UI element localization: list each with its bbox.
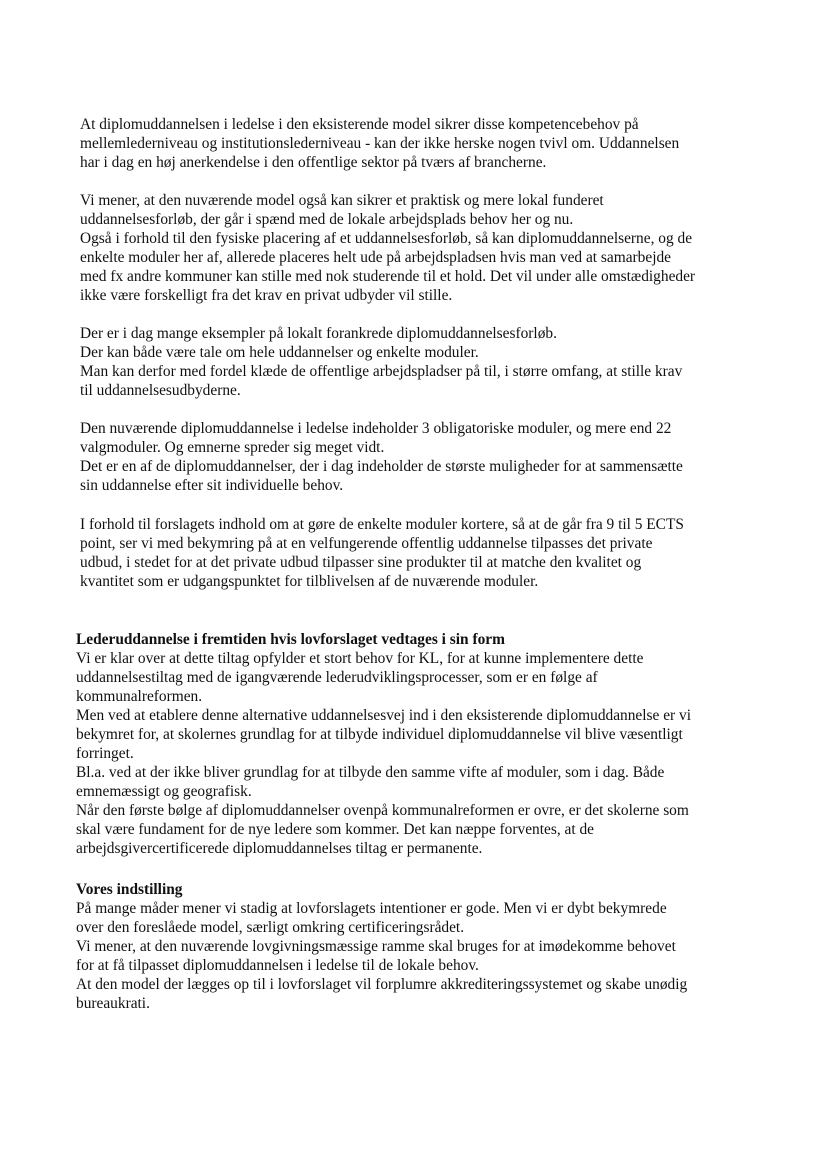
text-line: med fx andre kommuner kan stille med nok studerende til et hold. Det vil under alle omstædigheder: [80, 268, 696, 285]
paragraph-5: [80, 515, 684, 591]
text-line: point, ser vi med bekymring på at en velfungerende offentlig uddannelse tilpasses det private: [80, 535, 653, 552]
text-line: Vi er klar over at dette tiltag opfylder et stort behov for KL, for at kunne implementere dette: [76, 650, 644, 667]
text-line: kvantitet som er udgangspunktet for tilblivelsen af de nuværende moduler.: [80, 573, 539, 590]
text-line: Den nuværende diplomuddannelse i ledelse indeholder 3 obligatoriske moduler, og mere end 22: [80, 420, 672, 437]
text-line: At den model der lægges op til i lovforslaget vil forplumre akkrediteringssystemet og skabe unødig: [76, 976, 688, 993]
paragraph-1: [80, 115, 679, 172]
text-line: uddannelsesforløb, der går i spænd med de lokale arbejdsplads behov her og nu.: [80, 211, 574, 228]
text-line: Bl.a. ved at der ikke bliver grundlag for at tilbyde den samme vifte af moduler, som i dag. Både: [76, 764, 665, 781]
text-line: Når den første bølge af diplomuddannelser ovenpå kommunalreformen er ovre, er det skolerne som: [76, 802, 689, 819]
text-line: enkelte moduler her af, allerede placeres helt ude på arbejdspladsen hvis man ved at samarbejde: [80, 249, 671, 266]
text-line: sin uddannelse efter sit individuelle behov.: [80, 477, 344, 494]
text-line: Der kan både være tale om hele uddannelser og enkelte moduler.: [80, 344, 479, 361]
text-line: for at få tilpasset diplomuddannelsen i ledelse til de lokale behov.: [76, 957, 479, 974]
text-line: På mange måder mener vi stadig at lovforslagets intentioner er gode. Men vi er dybt bekymrede: [76, 900, 667, 917]
text-line: I forhold til forslagets indhold om at gøre de enkelte moduler kortere, så at de går fra 9 til 5 ECTS: [80, 516, 684, 533]
text-line: At diplomuddannelsen i ledelse i den eksisterende model sikrer disse kompetencebehov på: [80, 116, 639, 133]
text-line: arbejdsgivercertificerede diplomuddannelses tiltag er permanente.: [76, 840, 483, 857]
text-line: har i dag en høj anerkendelse i den offentlige sektor på tværs af brancherne.: [80, 154, 547, 171]
text-line: Også i forhold til den fysiske placering af et uddannelsesforløb, så kan diplomuddannelserne, og de: [80, 230, 693, 247]
text-line: bekymret for, at skolernes grundlag for at tilbyde individuel diplomuddannelse vil blive væsentligt: [76, 726, 683, 743]
text-line: til uddannelsesudbyderne.: [80, 382, 241, 399]
text-line: Man kan derfor med fordel klæde de offentlige arbejdspladser på til, i større omfang, at stille krav: [80, 363, 683, 380]
text-line: ikke være forskelligt fra det krav en privat udbyder vil stille.: [80, 287, 453, 304]
text-line: uddannelsestiltag med de igangværende lederudviklingsprocesser, som er en følge af: [76, 669, 598, 686]
text-line: Det er en af de diplomuddannelser, der i dag indeholder de største muligheder for at sammensætte: [80, 458, 683, 475]
paragraph-2: [80, 191, 695, 305]
text-line: Vi mener, at den nuværende lovgivningsmæssige ramme skal bruges for at imødekomme behovet: [76, 938, 676, 955]
text-line: udbud, i stedet for at det private udbud tilpasser sine produkter til at matche den kvalitet og: [80, 554, 642, 571]
text-line: emnemæssigt og geografisk.: [76, 783, 252, 800]
section-vores-indstilling: [76, 880, 687, 1013]
text-line: bureaukrati.: [76, 995, 150, 1012]
paragraph-4: [80, 419, 683, 495]
text-line: over den foreslåede model, særligt omkring certificeringsrådet.: [76, 919, 465, 936]
section-heading: Lederuddannelse i fremtiden hvis lovforslaget vedtages i sin form: [76, 631, 505, 648]
text-line: Men ved at etablere denne alternative uddannelsesvej ind i den eksisterende diplomuddannelse er vi: [76, 707, 691, 724]
text-line: skal være fundament for de nye ledere som kommer. Det kan næppe forventes, at de: [76, 821, 594, 838]
text-line: Vi mener, at den nuværende model også kan sikrer et praktisk og mere lokal funderet: [80, 192, 604, 209]
section-lederuddannelse: [76, 630, 691, 858]
text-line: kommunalreformen.: [76, 688, 203, 705]
text-line: Der er i dag mange eksempler på lokalt forankrede diplomuddannelsesforløb.: [80, 325, 557, 342]
section-heading: Vores indstilling: [76, 881, 183, 898]
text-line: mellemlederniveau og institutionslederniveau - kan der ikke herske nogen tvivl om. Uddannelsen: [80, 135, 680, 152]
text-line: valgmoduler. Og emnerne spreder sig meget vidt.: [80, 439, 385, 456]
paragraph-3: [80, 324, 682, 400]
text-line: forringet.: [76, 745, 134, 762]
